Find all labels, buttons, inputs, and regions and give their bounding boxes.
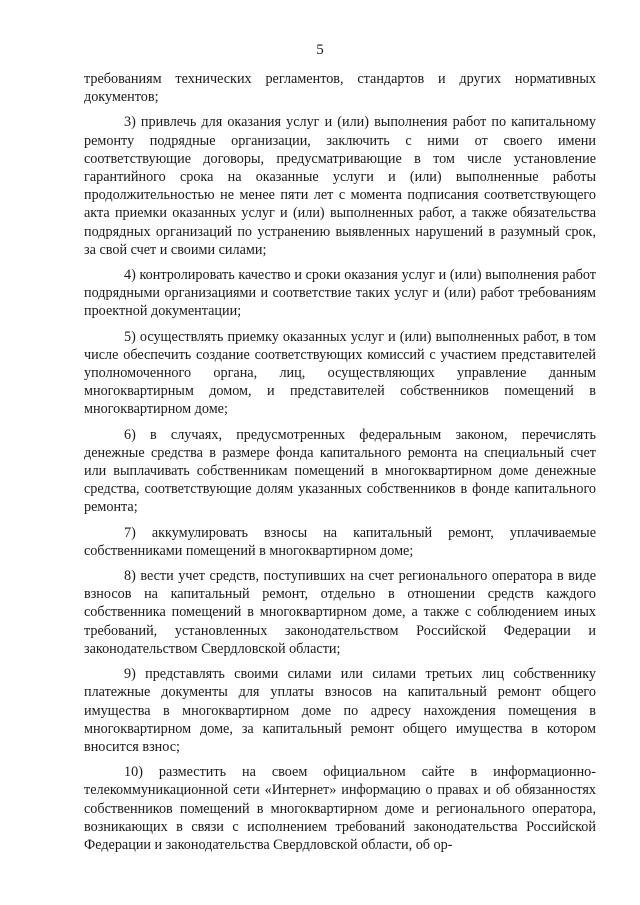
paragraph-item-6: 6) в случаях, предусмотренных федеральным законом, перечислять денежные средства в размере фонда капитального ремонта на специальный счет или выплачивать собственникам помещений в многоквартирном доме денежные средства, соответствующие долям указанных собственников в фонде капитального ремонта;: [84, 426, 596, 516]
page-number: 5: [316, 42, 324, 58]
paragraph-item-8: 8) вести учет средств, поступивших на счет регионального оператора в виде взносов на капитальный ремонт, отдельно в отношении средств каждого собственника помещений в многоквартирном доме, а также с соблюдением иных требований, установленных законодательством Российской Федерации и законодательством Свердловской области;: [84, 568, 596, 657]
paragraph-item-7: 7) аккумулировать взносы на капитальный ремонт, уплачиваемые собственниками помещений в многоквартирном доме;: [84, 524, 596, 559]
paragraph-item-3: 3) привлечь для оказания услуг и (или) выполнения работ по капитальному ремонту подрядные организации, заключить с ними от своего имени соответствующие договоры, предусматривающие в том числе установление гарантийного срока на оказанные услуги и (или) выполненные работы продолжительностью не менее пяти лет с момента подписания соответствующего акта приемки оказанных услуг и (или) выполненных работ, а также обязательства подрядных организаций по устранению выявленных нарушений в разумный срок, за свой счет и своими силами;: [84, 114, 596, 258]
paragraph-continuation: требованиям технических регламентов, стандартов и других нормативных документов;: [84, 71, 596, 106]
paragraph-item-5: 5) осуществлять приемку оказанных услуг и (или) выполненных работ, в том числе обеспечить создание соответствующих комиссий с участием представителей уполномоченного органа, лиц, осуществляющих управление данным многоквартирным домом, и представителей собственников помещений в многоквартирном доме;: [84, 328, 596, 418]
paragraph-item-10: 10) разместить на своем официальном сайте в информационно-телекоммуникационной сети «Интернет» информацию о правах и об обязанностях собственников помещений в многоквартирном доме и регионального оператора, возникающих в связи с исполнением требований законодательства Российской Федерации и законодательства Свердловской области, об ор-: [84, 764, 596, 853]
document-body: [84, 70, 596, 861]
paragraph-item-9: 9) представлять своими силами или силами третьих лиц собственнику платежные документы для уплаты взносов на капитальный ремонт общего имущества в многоквартирном доме по адресу нахождения помещения в многоквартирном доме, за капитальный ремонт общего имущества в котором вносится взнос;: [84, 666, 596, 755]
paragraph-item-4: 4) контролировать качество и сроки оказания услуг и (или) выполнения работ подрядными организациями и соответствие таких услуг и (или) работ требованиям проектной документации;: [84, 267, 596, 320]
